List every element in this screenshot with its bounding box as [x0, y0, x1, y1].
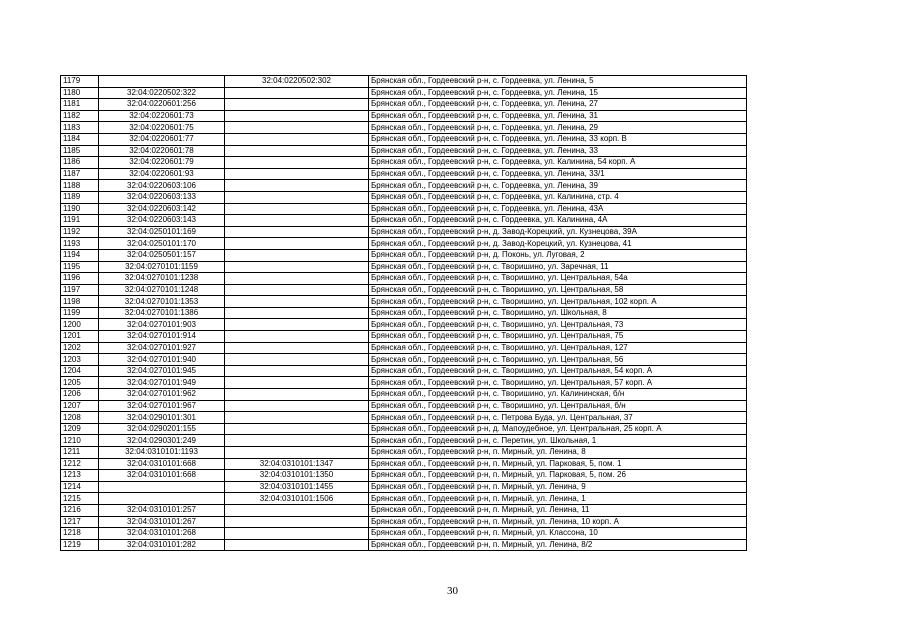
row-number-cell: 1184 [61, 133, 99, 145]
row-number-cell: 1189 [61, 191, 99, 203]
cadastral-number-cell: 32:04:0250101:169 [99, 226, 225, 238]
cadastral-number-2-cell [225, 342, 369, 354]
address-cell: Брянская обл., Гордеевский р-н, с. Творишино, ул. Центральная, 58 [369, 284, 747, 296]
cadastral-number-cell [99, 76, 225, 88]
cadastral-number-2-cell [225, 145, 369, 157]
address-cell: Брянская обл., Гордеевский р-н, д. Завод-Корецкий, ул. Кузнецова, 41 [369, 238, 747, 250]
row-number-cell: 1198 [61, 296, 99, 308]
table-row [61, 447, 747, 459]
cadastral-number-2-cell [225, 99, 369, 111]
table-row [61, 191, 747, 203]
row-number-cell: 1218 [61, 528, 99, 540]
row-number-cell: 1197 [61, 284, 99, 296]
cadastral-number-2-cell [225, 389, 369, 401]
table-row [61, 238, 747, 250]
row-number-cell: 1188 [61, 180, 99, 192]
cadastral-number-2-cell [225, 423, 369, 435]
cadastral-number-cell [99, 481, 225, 493]
address-cell: Брянская обл., Гордеевский р-н, с. Гордеевка, ул. Ленина, 43А [369, 203, 747, 215]
table-row [61, 180, 747, 192]
cadastral-number-cell: 32:04:0270101:967 [99, 400, 225, 412]
cadastral-number-cell: 32:04:0310101:668 [99, 458, 225, 470]
row-number-cell: 1214 [61, 481, 99, 493]
table-row [61, 493, 747, 505]
cadastral-number-cell: 32:04:0220601:79 [99, 157, 225, 169]
cadastral-number-2-cell [225, 354, 369, 366]
cadastral-number-cell: 32:04:0270101:927 [99, 342, 225, 354]
cadastral-number-2-cell: 32:04:0220502:302 [225, 76, 369, 88]
address-cell: Брянская обл., Гордеевский р-н, д. Поконь, ул. Луговая, 2 [369, 249, 747, 261]
cadastral-number-cell [99, 493, 225, 505]
cadastral-number-2-cell: 32:04:0310101:1350 [225, 470, 369, 482]
address-cell: Брянская обл., Гордеевский р-н, с. Гордеевка, ул. Ленина, 33 корп. В [369, 133, 747, 145]
cadastral-number-cell: 32:04:0220603:142 [99, 203, 225, 215]
cadastral-number-cell: 32:04:0310101:268 [99, 528, 225, 540]
cadastral-number-2-cell [225, 528, 369, 540]
row-number-cell: 1185 [61, 145, 99, 157]
table-row [61, 504, 747, 516]
cadastral-number-2-cell [225, 87, 369, 99]
address-cell: Брянская обл., Гордеевский р-н, п. Мирный, ул. Парковая, 5, пом. 26 [369, 470, 747, 482]
cadastral-number-2-cell [225, 516, 369, 528]
address-cell: Брянская обл., Гордеевский р-н, с. Гордеевка, ул. Калинина, 54 корп. А [369, 157, 747, 169]
row-number-cell: 1190 [61, 203, 99, 215]
row-number-cell: 1211 [61, 447, 99, 459]
row-number-cell: 1186 [61, 157, 99, 169]
table-row [61, 365, 747, 377]
table-row [61, 273, 747, 285]
address-cell: Брянская обл., Гордеевский р-н, с. Гордеевка, ул. Ленина, 31 [369, 110, 747, 122]
cadastral-number-2-cell [225, 447, 369, 459]
table-row [61, 539, 747, 551]
row-number-cell: 1183 [61, 122, 99, 134]
row-number-cell: 1216 [61, 504, 99, 516]
address-cell: Брянская обл., Гордеевский р-н, с. Творишино, ул. Калининская, б/н [369, 389, 747, 401]
row-number-cell: 1180 [61, 87, 99, 99]
row-number-cell: 1205 [61, 377, 99, 389]
cadastral-number-cell: 32:04:0220502:322 [99, 87, 225, 99]
cadastral-number-cell: 32:04:0290101:301 [99, 412, 225, 424]
address-cell: Брянская обл., Гордеевский р-н, с. Творишино, ул. Центральная, 56 [369, 354, 747, 366]
cadastral-number-2-cell [225, 400, 369, 412]
cadastral-number-cell: 32:04:0220603:133 [99, 191, 225, 203]
address-cell: Брянская обл., Гордеевский р-н, п. Мирный, ул. Классона, 10 [369, 528, 747, 540]
cadastral-number-cell: 32:04:0270101:962 [99, 389, 225, 401]
cadastral-number-cell: 32:04:0290301:249 [99, 435, 225, 447]
table-row [61, 470, 747, 482]
row-number-cell: 1215 [61, 493, 99, 505]
table-row [61, 203, 747, 215]
cadastral-number-2-cell [225, 412, 369, 424]
row-number-cell: 1192 [61, 226, 99, 238]
table-row [61, 122, 747, 134]
cadastral-number-cell: 32:04:0270101:940 [99, 354, 225, 366]
cadastral-number-2-cell [225, 215, 369, 227]
address-cell: Брянская обл., Гордеевский р-н, с. Творишино, ул. Центральная, 54а [369, 273, 747, 285]
table-row [61, 296, 747, 308]
cadastral-number-cell: 32:04:0310101:282 [99, 539, 225, 551]
table-row [61, 110, 747, 122]
cadastral-number-cell: 32:04:0270101:1159 [99, 261, 225, 273]
table-row [61, 458, 747, 470]
address-cell: Брянская обл., Гордеевский р-н, с. Гордеевка, ул. Ленина, 5 [369, 76, 747, 88]
row-number-cell: 1210 [61, 435, 99, 447]
row-number-cell: 1207 [61, 400, 99, 412]
address-cell: Брянская обл., Гордеевский р-н, с. Творишино, ул. Центральная, 75 [369, 331, 747, 343]
address-cell: Брянская обл., Гордеевский р-н, с. Творишино, ул. Заречная, 11 [369, 261, 747, 273]
cadastral-number-2-cell [225, 122, 369, 134]
row-number-cell: 1208 [61, 412, 99, 424]
address-cell: Брянская обл., Гордеевский р-н, с. Гордеевка, ул. Ленина, 29 [369, 122, 747, 134]
cadastral-number-cell: 32:04:0220601:75 [99, 122, 225, 134]
cadastral-number-2-cell [225, 331, 369, 343]
cadastral-number-2-cell [225, 180, 369, 192]
cadastral-number-cell: 32:04:0290201:155 [99, 423, 225, 435]
address-cell: Брянская обл., Гордеевский р-н, с. Творишино, ул. Школьная, 8 [369, 307, 747, 319]
row-number-cell: 1213 [61, 470, 99, 482]
cadastral-number-cell: 32:04:0250501:157 [99, 249, 225, 261]
row-number-cell: 1182 [61, 110, 99, 122]
address-cell: Брянская обл., Гордеевский р-н, п. Мирный, ул. Ленина, 11 [369, 504, 747, 516]
registry-table [60, 75, 747, 551]
row-number-cell: 1201 [61, 331, 99, 343]
cadastral-number-2-cell [225, 133, 369, 145]
address-cell: Брянская обл., Гордеевский р-н, п. Мирный, ул. Ленина, 8/2 [369, 539, 747, 551]
table-row [61, 307, 747, 319]
table-row [61, 377, 747, 389]
cadastral-number-2-cell [225, 539, 369, 551]
address-cell: Брянская обл., Гордеевский р-н, с. Гордеевка, ул. Калинина, стр. 4 [369, 191, 747, 203]
cadastral-number-2-cell [225, 261, 369, 273]
row-number-cell: 1202 [61, 342, 99, 354]
table-row [61, 481, 747, 493]
cadastral-number-cell: 32:04:0310101:1193 [99, 447, 225, 459]
cadastral-number-cell: 32:04:0310101:668 [99, 470, 225, 482]
address-cell: Брянская обл., Гордеевский р-н, п. Мирный, ул. Ленина, 8 [369, 447, 747, 459]
cadastral-number-cell: 32:04:0250101:170 [99, 238, 225, 250]
address-cell: Брянская обл., Гордеевский р-н, п. Мирный, ул. Ленина, 1 [369, 493, 747, 505]
cadastral-number-cell: 32:04:0270101:1248 [99, 284, 225, 296]
cadastral-number-2-cell [225, 284, 369, 296]
address-cell: Брянская обл., Гордеевский р-н, с. Творишино, ул. Центральная, б/н [369, 400, 747, 412]
address-cell: Брянская обл., Гордеевский р-н, с. Творишино, ул. Центральная, 102 корп. А [369, 296, 747, 308]
cadastral-number-2-cell [225, 110, 369, 122]
address-cell: Брянская обл., Гордеевский р-н, с. Гордеевка, ул. Ленина, 39 [369, 180, 747, 192]
page-number: 30 [447, 585, 458, 597]
table-row [61, 435, 747, 447]
address-cell: Брянская обл., Гордеевский р-н, п. Мирный, ул. Ленина, 9 [369, 481, 747, 493]
cadastral-number-cell: 32:04:0220601:93 [99, 168, 225, 180]
address-cell: Брянская обл., Гордеевский р-н, с. Творишино, ул. Центральная, 54 корп. А [369, 365, 747, 377]
row-number-cell: 1196 [61, 273, 99, 285]
table-row [61, 168, 747, 180]
row-number-cell: 1191 [61, 215, 99, 227]
address-cell: Брянская обл., Гордеевский р-н, с. Перетин, ул. Школьная, 1 [369, 435, 747, 447]
cadastral-number-2-cell [225, 203, 369, 215]
cadastral-number-2-cell [225, 168, 369, 180]
cadastral-number-2-cell [225, 249, 369, 261]
table-row [61, 412, 747, 424]
cadastral-number-cell: 32:04:0220601:73 [99, 110, 225, 122]
cadastral-number-cell: 32:04:0270101:1238 [99, 273, 225, 285]
table-row [61, 226, 747, 238]
address-cell: Брянская обл., Гордеевский р-н, с. Гордеевка, ул. Ленина, 33/1 [369, 168, 747, 180]
table-row [61, 331, 747, 343]
cadastral-number-cell: 32:04:0220601:78 [99, 145, 225, 157]
table-row [61, 354, 747, 366]
row-number-cell: 1217 [61, 516, 99, 528]
table-row [61, 342, 747, 354]
address-cell: Брянская обл., Гордеевский р-н, д. Завод-Корецкий, ул. Кузнецова, 39А [369, 226, 747, 238]
address-cell: Брянская обл., Гордеевский р-н, с. Гордеевка, ул. Ленина, 33 [369, 145, 747, 157]
table-row [61, 76, 747, 88]
row-number-cell: 1187 [61, 168, 99, 180]
cadastral-number-2-cell [225, 365, 369, 377]
cadastral-number-2-cell [225, 226, 369, 238]
table-row [61, 99, 747, 111]
table-row [61, 528, 747, 540]
cadastral-number-cell: 32:04:0220603:143 [99, 215, 225, 227]
table-row [61, 389, 747, 401]
address-cell: Брянская обл., Гордеевский р-н, с. Творишино, ул. Центральная, 73 [369, 319, 747, 331]
row-number-cell: 1206 [61, 389, 99, 401]
address-cell: Брянская обл., Гордеевский р-н, с. Петрова Буда, ул. Центральная, 37 [369, 412, 747, 424]
cadastral-number-2-cell [225, 319, 369, 331]
table-row [61, 215, 747, 227]
cadastral-number-cell: 32:04:0270101:1386 [99, 307, 225, 319]
cadastral-number-cell: 32:04:0220601:77 [99, 133, 225, 145]
cadastral-number-2-cell: 32:04:0310101:1506 [225, 493, 369, 505]
cadastral-number-2-cell [225, 273, 369, 285]
cadastral-number-cell: 32:04:0220601:256 [99, 99, 225, 111]
cadastral-number-cell: 32:04:0310101:257 [99, 504, 225, 516]
cadastral-number-2-cell [225, 191, 369, 203]
table-row [61, 516, 747, 528]
row-number-cell: 1204 [61, 365, 99, 377]
row-number-cell: 1195 [61, 261, 99, 273]
cadastral-number-2-cell [225, 238, 369, 250]
row-number-cell: 1212 [61, 458, 99, 470]
address-cell: Брянская обл., Гордеевский р-н, с. Гордеевка, ул. Калинина, 4А [369, 215, 747, 227]
cadastral-number-cell: 32:04:0270101:949 [99, 377, 225, 389]
address-cell: Брянская обл., Гордеевский р-н, д. Мапоудебное, ул. Центральная, 25 корп. А [369, 423, 747, 435]
cadastral-number-2-cell [225, 504, 369, 516]
table-row [61, 133, 747, 145]
table-row [61, 87, 747, 99]
table-row [61, 284, 747, 296]
row-number-cell: 1219 [61, 539, 99, 551]
row-number-cell: 1199 [61, 307, 99, 319]
cadastral-number-2-cell [225, 307, 369, 319]
address-cell: Брянская обл., Гордеевский р-н, с. Творишино, ул. Центральная, 127 [369, 342, 747, 354]
row-number-cell: 1193 [61, 238, 99, 250]
table-row [61, 261, 747, 273]
address-cell: Брянская обл., Гордеевский р-н, п. Мирный, ул. Парковая, 5, пом. 1 [369, 458, 747, 470]
cadastral-number-2-cell [225, 296, 369, 308]
cadastral-number-2-cell: 32:04:0310101:1347 [225, 458, 369, 470]
row-number-cell: 1203 [61, 354, 99, 366]
row-number-cell: 1194 [61, 249, 99, 261]
cadastral-number-cell: 32:04:0310101:267 [99, 516, 225, 528]
cadastral-number-2-cell [225, 435, 369, 447]
table-row [61, 400, 747, 412]
table-row [61, 423, 747, 435]
row-number-cell: 1181 [61, 99, 99, 111]
cadastral-number-2-cell [225, 377, 369, 389]
address-cell: Брянская обл., Гордеевский р-н, с. Гордеевка, ул. Ленина, 27 [369, 99, 747, 111]
cadastral-number-cell: 32:04:0270101:914 [99, 331, 225, 343]
table-row [61, 157, 747, 169]
table-row [61, 249, 747, 261]
row-number-cell: 1179 [61, 76, 99, 88]
cadastral-number-cell: 32:04:0270101:1353 [99, 296, 225, 308]
cadastral-number-cell: 32:04:0220603:106 [99, 180, 225, 192]
table-row [61, 319, 747, 331]
row-number-cell: 1209 [61, 423, 99, 435]
registry-table-body [61, 76, 747, 551]
cadastral-number-cell: 32:04:0270101:903 [99, 319, 225, 331]
cadastral-number-2-cell [225, 157, 369, 169]
address-cell: Брянская обл., Гордеевский р-н, с. Гордеевка, ул. Ленина, 15 [369, 87, 747, 99]
table-row [61, 145, 747, 157]
address-cell: Брянская обл., Гордеевский р-н, с. Творишино, ул. Центральная, 57 корп. А [369, 377, 747, 389]
address-cell: Брянская обл., Гордеевский р-н, п. Мирный, ул. Ленина, 10 корп. А [369, 516, 747, 528]
row-number-cell: 1200 [61, 319, 99, 331]
cadastral-number-cell: 32:04:0270101:945 [99, 365, 225, 377]
cadastral-number-2-cell: 32:04:0310101:1455 [225, 481, 369, 493]
